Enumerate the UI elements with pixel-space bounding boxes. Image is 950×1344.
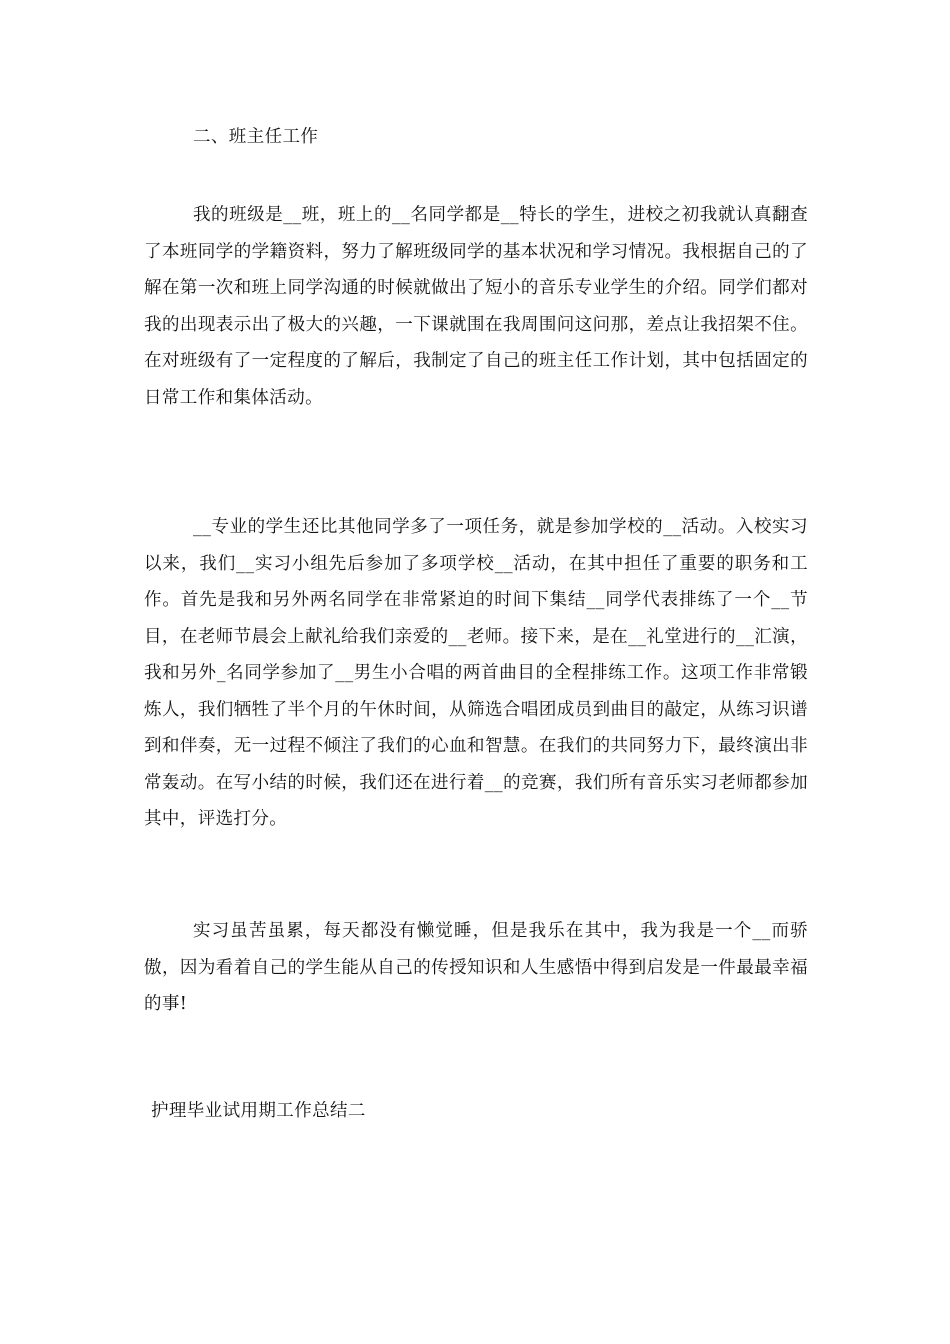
section-heading: 二、班主任工作: [193, 127, 319, 147]
paragraph-conclusion: 实习虽苦虽累，每天都没有懒觉睡，但是我乐在其中，我为我是一个__而骄傲，因为看着自己的学生能从自己的传授知识和人生感悟中得到启发是一件最最幸福的事!: [144, 921, 808, 1014]
paragraph-school-activities: __专业的学生还比其他同学多了一项任务，就是参加学校的__活动。入校实习以来，我们__实习小组先后参加了多项学校__活动，在其中担任了重要的职务和工作。首先是我和另外两名同学在非常紧迫的时间下集结__同学代表排练了一个__节目，在老师节晨会上献礼给我们亲爱的__老师。接下来，是在__礼堂进行的__汇演，我和另外_名同学参加了__男生小合唱的两首曲目的全程排练工作。这项工作非常锻炼人，我们牺牲了半个月的午休时间，从筛选合唱团成员到曲目的敲定，从练习识谱到和伴奏，无一过程不倾注了我们的心血和智慧。在我们的共同努力下，最终演出非常轰动。在写小结的时候，我们还在进行着__的竞赛，我们所有音乐实习老师都参加其中，评选打分。: [144, 517, 808, 829]
next-document-title: 护理毕业试用期工作总结二: [151, 1101, 366, 1121]
paragraph-class-teacher-work: 我的班级是__班，班上的__名同学都是__特长的学生，进校之初我就认真翻查了本班同学的学籍资料，努力了解班级同学的基本状况和学习情况。我根据自己的了解在第一次和班上同学沟通的时候就做出了短小的音乐专业学生的介绍。同学们都对我的出现表示出了极大的兴趣，一下课就围在我周围问这问那，差点让我招架不住。在对班级有了一定程度的了解后，我制定了自己的班主任工作计划，其中包括固定的日常工作和集体活动。: [144, 205, 808, 408]
